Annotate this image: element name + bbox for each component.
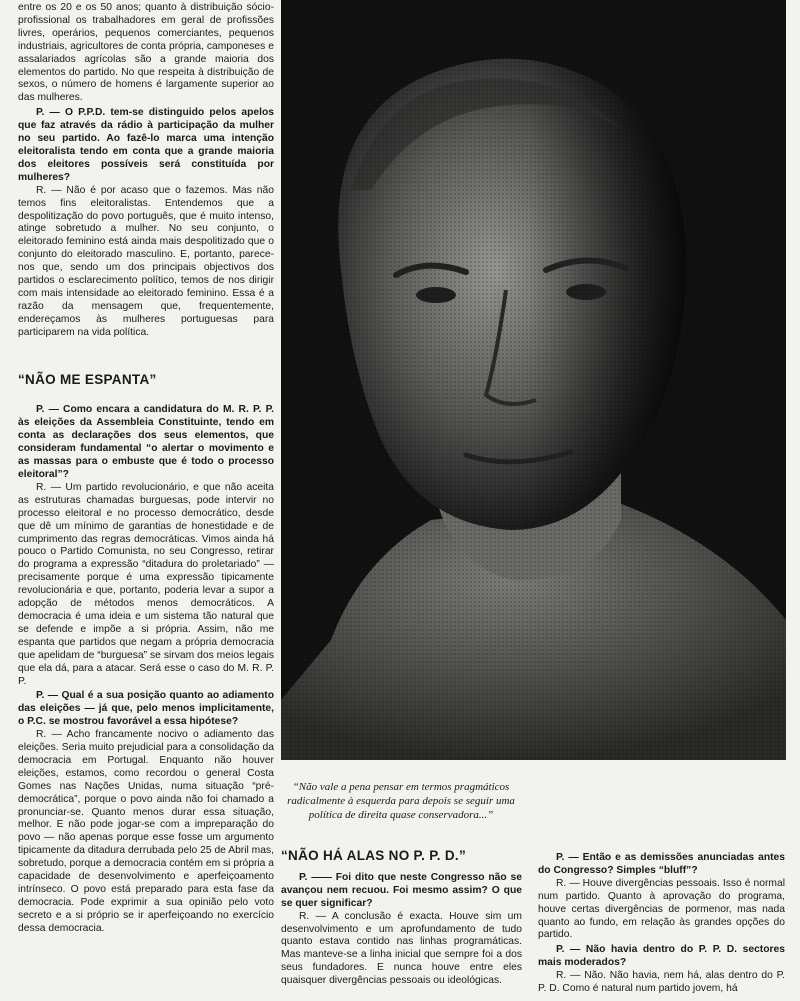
question-mrpp: P. — Como encara a candidatura do M. R. P. P. às eleições da Assembleia Constituinte, tendo em conta as declarações dos seus elementos, que consideram fundamental “o alertar o movimento e as massas para o embuste que é todo o processo eleitoral”? xyxy=(18,404,274,480)
question-congress: P. —— Foi dito que neste Congresso não se avançou nem recuou. Foi mesmo assim? O que se quer significar? xyxy=(281,871,522,909)
middle-column xyxy=(281,850,522,988)
question-moderate-sectors: P. — Não havia dentro do P. P. D. sectores mais moderados? xyxy=(538,944,785,969)
section-heading-nao-ha-alas: “NÃO HÁ ALAS NO P. P. D.” xyxy=(281,848,467,863)
left-column xyxy=(18,2,274,936)
portrait-image xyxy=(281,0,786,760)
right-column xyxy=(538,852,785,996)
question-resignations: P. — Então e as demissões anunciadas antes do Congresso? Simples “bluff”? xyxy=(538,852,785,876)
answer-mrpp: R. — Um partido revolucionário, e que não aceita as estruturas chamadas burguesas, pode intervir no processo eleitoral e no processo democrático, desde que dê um mínimo de garantias de honestidade e de cumprimento das regras democráticas. Vimos ainda há pouco o Partido Comunista, no seu Congresso, retirar do programa a expressão “ditadura do proletariado” — precisamente porque é uma expressão tipicamente revolucionária e que, portanto, poderia levar a supor a adopção de métodos menos democráticos. A democracia é uma ideia e um sistema tão natural que se defende e impõe a si própria. Assim, não me espanta que partidos que negam a própria democracia que apelidam de “burguesa” se sirvam dos meios legais que ela dá, para a atacar. Será esse o caso do M. R. P. P. xyxy=(18,481,274,687)
answer-election-delay: R. — Acho francamente nocivo o adiamento das eleições. Seria muito prejudicial para a consolidação da democracia em Portugal. Enquanto não houver eleições, estamos, como recordou o general Costa Gomes nas Nações Unidas, numa situação “pré-democrática”, porque o povo ainda não foi chamado a pronunciar-se. Quanto menos durar essa situação, melhor. E não pode jogar-se com a impreparação do povo — não apenas porque esse fosse um argumento tipicamente da ditadura derrubada pelo 25 de Abril mas, sobretudo, porque a democracia contém em si própria a capacidade de desenvolvimento e aperfeiçoamento intrínseco. O povo está preparado para esta fase da democracia. Pode exprimir a sua opinião pelo voto secreto e a si próprio se ir aperfeiçoando no exercício dessa democracia. xyxy=(18,729,274,934)
intro-paragraph: entre os 20 e os 50 anos; quanto à distribuição sócio-profissional os trabalhadores em geral de profissões livres, operários, pequenos comerciantes, pequenos industriais, agricultores de conta própria, camponeses e assalariados agrícolas são a grande maioria dos elementos do partido. No que respeita à distribuição de sexos, o número de homens é largamente superior ao das mulheres. xyxy=(18,2,274,104)
section-heading-nao-me-espanta: “NÃO ME ESPANTA” xyxy=(18,371,157,387)
question-election-delay: P. — Qual é a sua posição quanto ao adiamento das eleições — já que, pelo menos implicitamente, o P.C. se mostrou favorável a essa hipótese? xyxy=(18,690,274,728)
answer-congress: R. — A conclusão é exacta. Houve sim um desenvolvimento e um aprofundamento de tudo quanto estava contido nas linhas programáticas. Mas manteve-se a linha inicial que sempre foi a dos seus fundadores. E nunca houve entre eles quaisquer divergências pessoais ou ideológicas. xyxy=(281,910,522,987)
answer-moderate-sectors: R. — Não. Não havia, nem há, alas dentro do P. P. D. Como é natural num partido jovem, há xyxy=(538,970,785,995)
answer-resignations: R. — Houve divergências pessoais. Isso é normal num partido. Quanto à aprovação do programa, houve certas divergências de pormenor, mas nada quanto ao fundo, em relação às grandes opções do partido. xyxy=(538,877,785,941)
answer-women-vote: R. — Não é por acaso que o fazemos. Mas não temos fins eleitoralistas. Entendemos que a despolitização do povo português, que é muito intenso, atinge sobretudo a mulher. No seu conjunto, o eleitorado feminino está ainda mais despolitizado que o conjunto do eleitorado masculino. E, portanto, parece-nos que, sendo um dos principais objectivos dos partidos o esclarecimento político, temos de nos dirigir com mais intensidade ao eleitorado feminino. Essa é a razão da mensagem que, frequentemente, endereçamos às mulheres portuguesas para participarem na vida política. xyxy=(18,184,274,338)
photo-caption: “Não vale a pena pensar em termos pragmáticos radicalmente à esquerda para depois se seguir uma política de direita quase conservadora...” xyxy=(287,781,515,821)
question-women-vote: P. — O P.P.D. tem-se distinguido pelos apelos que faz através da rádio à participação da mulher no seu partido. Ao fazê-lo marca uma intenção eleitoralista tendo em conta que a grande maioria dos eleitores possíveis será constituída por mulheres? xyxy=(18,107,274,183)
portrait-photo xyxy=(281,0,786,760)
